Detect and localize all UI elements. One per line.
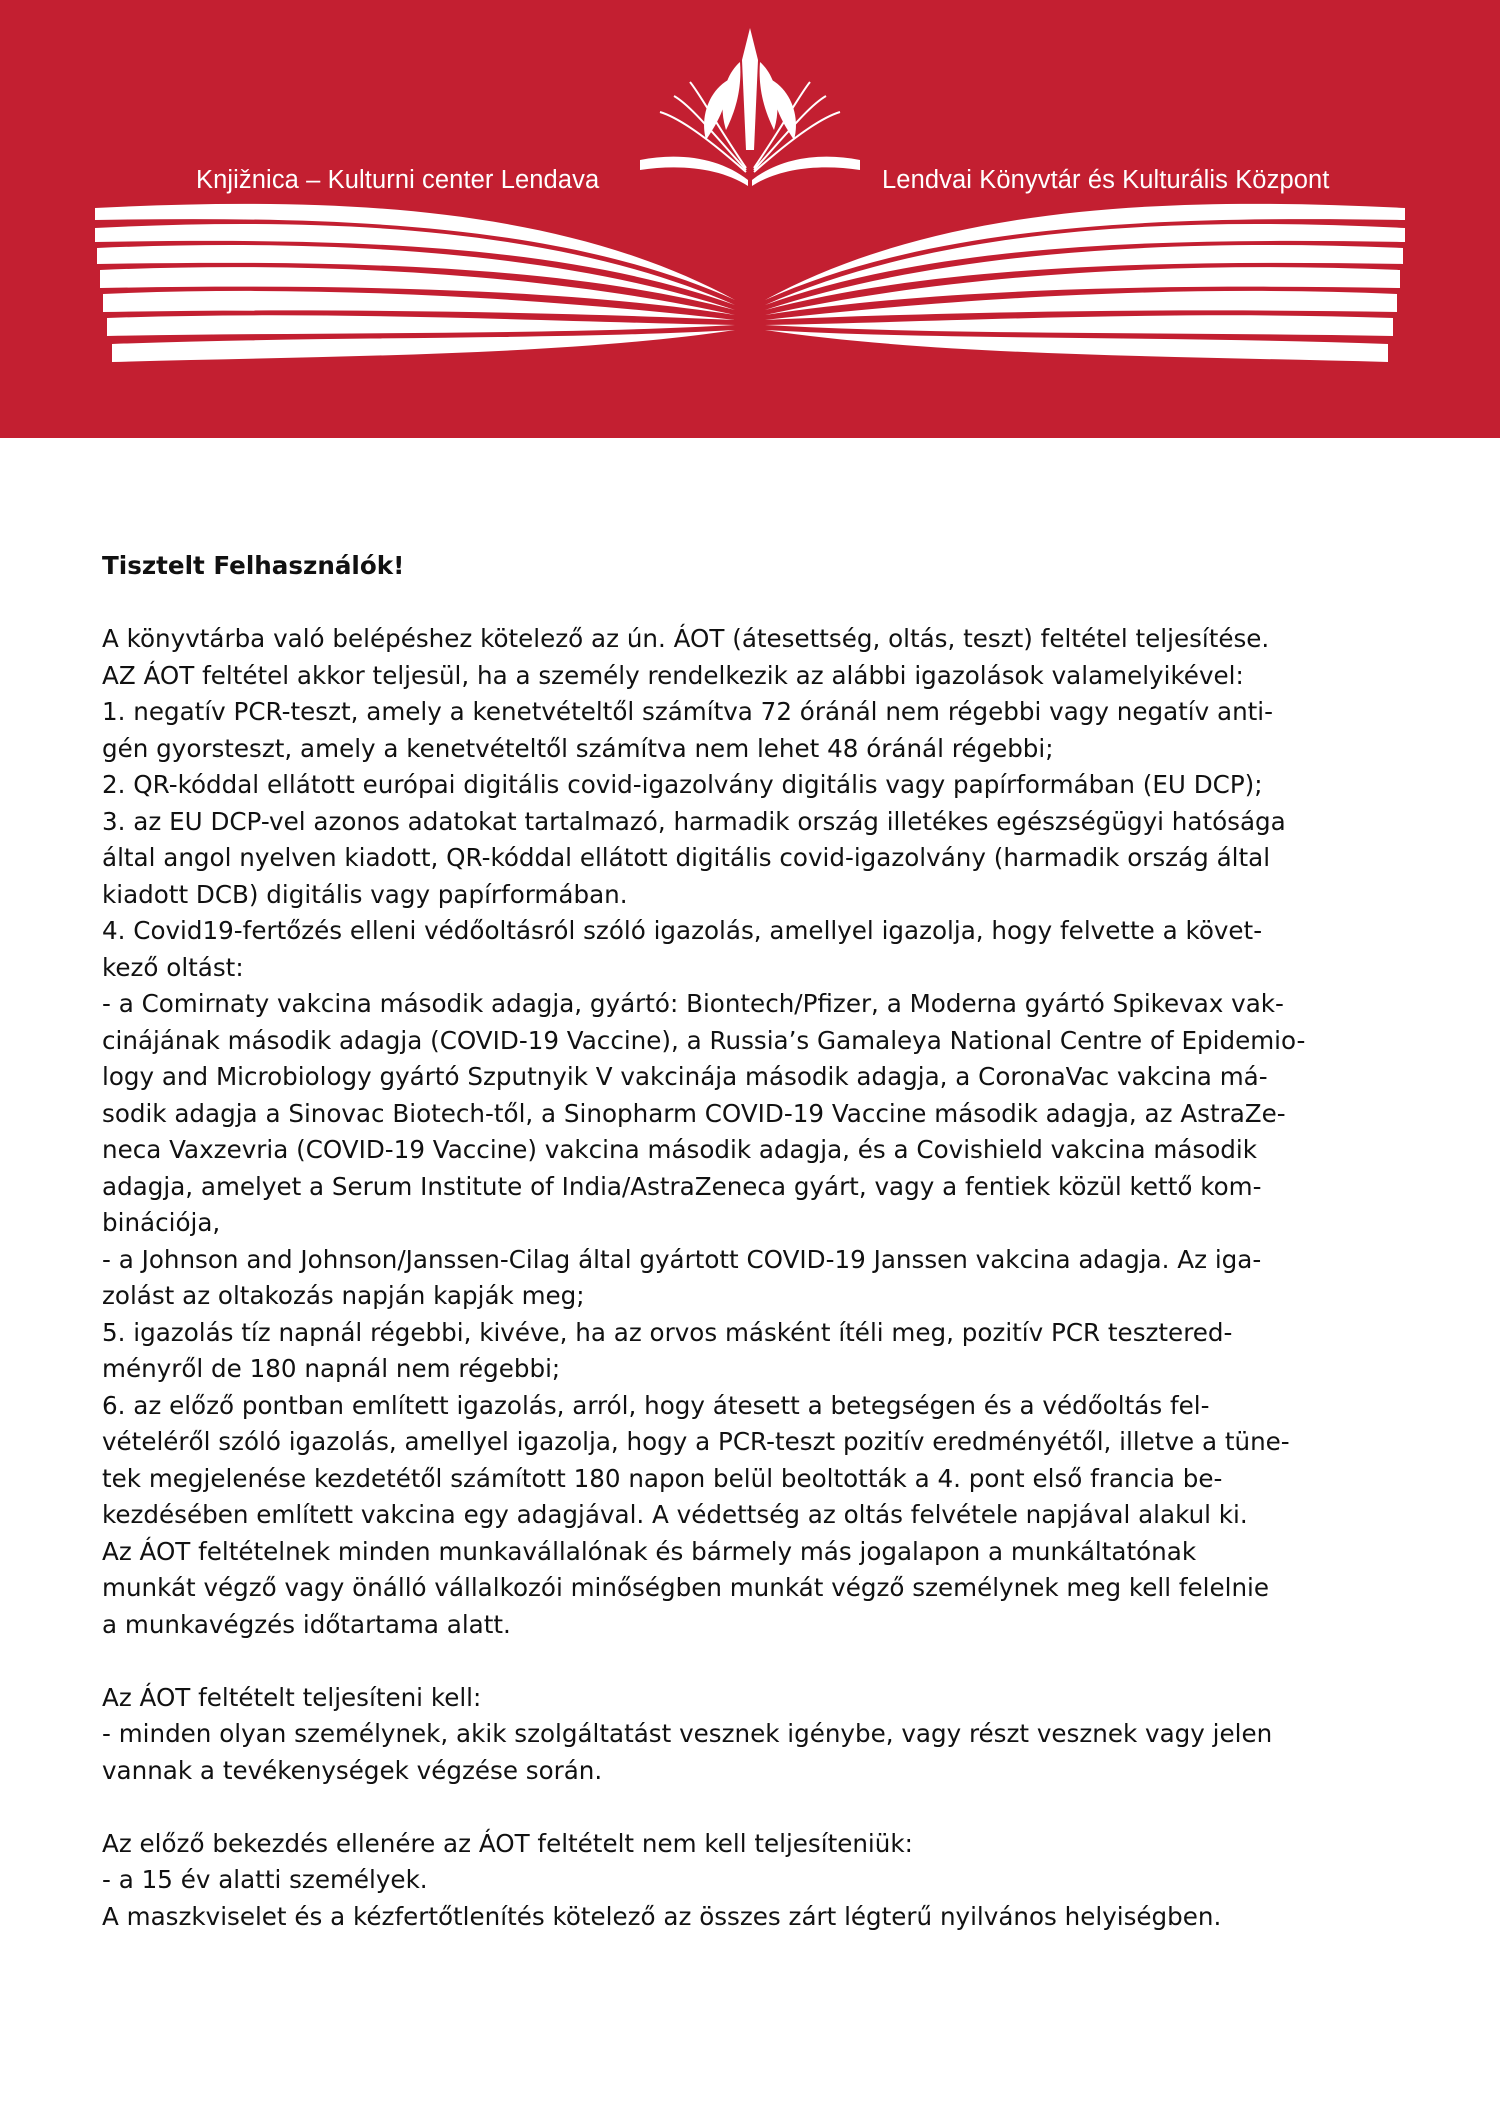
text-line: munkát végző vagy önálló vállalkozói minőségben munkát végző személynek meg kell felelnie (102, 1573, 1270, 1602)
text-line: A maszkviselet és a kézfertőtlenítés kötelező az összes zárt légterű nyilvános helyiségben. (102, 1901, 1222, 1931)
text-line: vannak a tevékenységek végzése során. (102, 1755, 603, 1785)
text-line: vételéről szóló igazolás, amellyel igazolja, hogy a PCR-teszt pozitív eredményétől, illetve a tüne- (102, 1427, 1290, 1456)
text-line: - minden olyan személynek, akik szolgáltatást vesznek igénybe, vagy részt vesznek vagy jelen (102, 1719, 1273, 1748)
text-line: sodik adagja a Sinovac Biotech-től, a Sinopharm COVID-19 Vaccine második adagja, az AstraZe- (102, 1098, 1286, 1128)
text-line: - a Comirnaty vakcina második adagja, gyártó: Biontech/Pfizer, a Moderna gyártó Spikevax vak- (102, 989, 1284, 1018)
text-line: kezdésében említett vakcina egy adagjával. A védettség az oltás felvétele napjával alakul ki. (102, 1500, 1248, 1529)
requirements-paragraph (102, 621, 1412, 1643)
text-line: kiadott DCB) digitális vagy papírformában. (102, 879, 628, 909)
text-line: adagja, amelyet a Serum Institute of India/AstraZeneca gyárt, vagy a fentiek közül kettő kom- (102, 1171, 1262, 1201)
text-line: AZ ÁOT feltétel akkor teljesül, ha a személy rendelkezik az alábbi igazolások valamelyikével: (102, 660, 1244, 690)
exemptions-paragraph (102, 1826, 1412, 1936)
text-line: Az ÁOT feltételnek minden munkavállalónak és bármely más jogalapon a munkáltatónak (102, 1536, 1197, 1566)
text-line: zolást az oltakozás napján kapják meg; (102, 1281, 585, 1310)
org-name-hungarian: Lendvai Könyvtár és Kulturális Központ (882, 166, 1330, 194)
text-line: binációja, (102, 1208, 221, 1237)
text-line: a munkavégzés időtartama alatt. (102, 1609, 511, 1639)
text-line: kező oltást: (102, 952, 244, 982)
header-banner (0, 0, 1500, 438)
text-line: - a Johnson and Johnson/Janssen-Cilag által gyártott COVID-19 Janssen vakcina adagja. Az iga- (102, 1244, 1262, 1274)
text-line: 5. igazolás tíz napnál régebbi, kivéve, ha az orvos másként ítéli meg, pozitív PCR tesztered- (102, 1317, 1233, 1347)
text-line: 6. az előző pontban említett igazolás, arról, hogy átesett a betegségen és a védőoltás fel- (102, 1390, 1210, 1420)
text-line: 3. az EU DCP-vel azonos adatokat tartalmazó, harmadik ország illetékes egészségügyi hatósága (102, 806, 1286, 836)
text-line: - a 15 év alatti személyek. (102, 1865, 428, 1894)
text-line: gén gyorsteszt, amely a kenetvételtől számítva nem lehet 48 óránál régebbi; (102, 733, 1054, 763)
text-line: Az ÁOT feltételt teljesíteni kell: (102, 1682, 482, 1712)
text-line: A könyvtárba való belépéshez kötelező az ún. ÁOT (átesettség, oltás, teszt) feltétel teljesítése. (102, 624, 1270, 653)
greeting-heading: Tisztelt Felhasználók! (102, 551, 405, 580)
who-must-comply-paragraph (102, 1680, 1412, 1790)
text-line: 4. Covid19-fertőzés elleni védőoltásról szóló igazolás, amellyel igazolja, hogy felvette a követ- (102, 916, 1263, 945)
text-line: által angol nyelven kiadott, QR-kóddal ellátott digitális covid-igazolvány (harmadik ország által (102, 843, 1271, 872)
open-book-wheat-logo-icon (0, 0, 1500, 438)
text-line: 2. QR-kóddal ellátott európai digitális covid-igazolvány digitális vagy papírformában (EU DCP); (102, 770, 1263, 799)
text-line: cinájának második adagja (COVID-19 Vaccine), a Russia’s Gamaleya National Centre of Epidemio- (102, 1025, 1306, 1055)
text-line: logy and Microbiology gyártó Szputnyik V vakcinája második adagja, a CoronaVac vakcina má- (102, 1062, 1268, 1091)
text-line: 1. negatív PCR-teszt, amely a kenetvételtől számítva 72 óránál nem régebbi vagy negatív anti- (102, 697, 1274, 726)
text-line: Az előző bekezdés ellenére az ÁOT feltételt nem kell teljesíteniük: (102, 1828, 913, 1858)
notice-body (102, 548, 1412, 1935)
text-line: ményről de 180 napnál nem régebbi; (102, 1354, 561, 1383)
text-line: tek megjelenése kezdetétől számított 180 napon belül beoltották a 4. pont első francia be- (102, 1463, 1223, 1493)
text-line: neca Vaxzevria (COVID-19 Vaccine) vakcina második adagja, és a Covishield vakcina második (102, 1135, 1257, 1164)
org-name-slovenian: Knjižnica – Kulturni center Lendava (196, 166, 600, 194)
